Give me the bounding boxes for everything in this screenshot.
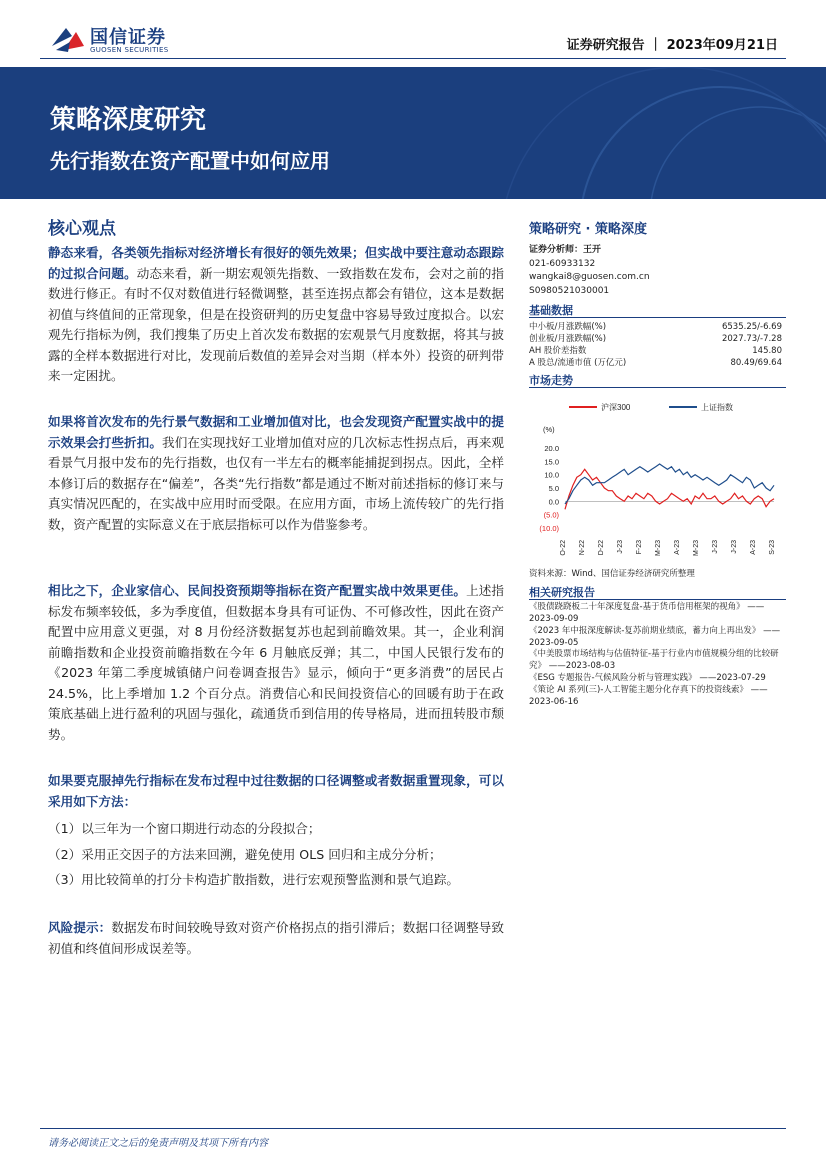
paragraph-body: 动态来看，新一期宏观领先指数、一致指数在发布，会对之前的指数进行修正。有时不仅对数值进行轻微调整，甚至连拐点都会有错位，这本是数据初值与终值间的正常现象，但是在投资研判的历史复盘中容易导致过度拟合。以宏观先行指标为例，我们搜集了历史上首次发布数据的宏观景气月度数据，将其与披露的全样本数据进行对比，发现前后数值的差异会对当期（样本外）投资的研判带来一定困扰。 <box>48 265 505 383</box>
analyst-email[interactable]: wangkai8@guosen.com.cn <box>529 272 650 282</box>
market-trend-heading: 市场走势 <box>529 372 786 388</box>
related-report-item[interactable]: 《2023 年中报深度解读-复苏前期业绩底，蓄力向上再出发》 ——2023-09-05 <box>529 626 781 648</box>
brand-logo <box>50 22 210 56</box>
brand-name-cn: 国信证券 <box>90 27 166 48</box>
related-report-item[interactable]: 《股债跷跷板二十年深度复盘-基于货币信用框架的视角》 ——2023-09-09 <box>529 602 765 624</box>
analyst-license: S0980521030001 <box>529 285 610 296</box>
logo-mark-icon <box>50 24 86 54</box>
section-title: 核心观点 <box>48 219 116 239</box>
stat-value: 6535.25/-6.69 <box>721 322 782 332</box>
analyst-info <box>529 244 786 298</box>
stat-label: AH 股价差指数 <box>529 346 587 356</box>
y-tick-label: (10.0) <box>539 524 559 533</box>
report-meta: 证券研究报告 ｜ 2023年09月21日 <box>566 38 778 53</box>
y-tick-label: 5.0 <box>548 484 559 493</box>
title-banner <box>0 67 826 199</box>
paragraph-body: 上述指标发布频率较低，多为季度值，但数据本身具有可证伪、不可修改性，因此在资产配置中应用意义更强，对 8 月份经济数据复苏也起到前瞻效果。其一，企业利润前瞻指数和企业投资前瞻指数在今年 6 月触底反弹；其二，中国人民银行发布的《2023 年第二季度城镇储户问卷调查报告》显示，倾向于“更多消费”的居民占 24.5%，比上季增加 1.2 个百分点。消费信心和民间投资信心的回暖有助于在政策底基础上进行盈利的巩固与强化，疏通货币到信用的传导格局，进而扭转股市颓势。 <box>48 583 505 742</box>
x-tick-label: J-23 <box>712 540 719 554</box>
legend-label: 上证指数 <box>701 403 733 412</box>
page-subtitle: 先行指数在资产配置中如何应用 <box>50 149 330 173</box>
stat-value: 80.49/69.64 <box>730 358 782 368</box>
x-tick-label: N-22 <box>579 540 586 556</box>
basic-data-heading: 基础数据 <box>529 302 786 318</box>
paragraph-1 <box>48 243 504 387</box>
related-report-item[interactable]: 《中美股票市场结构与估值特征-基于行业内市值规模分组的比较研究》 ——2023-08-03 <box>529 649 779 671</box>
risk-body: 数据发布时间较晚导致对资产价格拐点的指引滞后；数据口径调整导致初值和终值间形成误差等。 <box>48 920 504 956</box>
method-item: （1）以三年为一个窗口期进行动态的分段拟合； <box>48 821 321 836</box>
paragraph-body: 我们在实现找好工业增加值对应的几次标志性拐点后，再来观看景气月报中发布的先行指数，也仅有一半左右的概率能捕捉到拐点。因此，全样本修订后的数据存在“偏差”，各类“先行指数”都是通过不断对前述指标的修订来与真实情况匹配的，在实战中应用时而受限。在应用方面，市场上流传较广的先行指数，资产配置的实际意义在于底层指标可以作为借鉴参考。 <box>48 434 505 532</box>
y-tick-label: (5.0) <box>543 510 559 520</box>
chart-source: 资料来源：Wind、国信证券经济研究所整理 <box>529 569 695 579</box>
related-reports-heading: 相关研究报告 <box>529 584 786 600</box>
risk-lead: 风险提示： <box>48 920 112 935</box>
x-tick-label: A-23 <box>674 540 681 555</box>
y-tick-label: 10.0 <box>544 470 559 480</box>
x-tick-label: O-22 <box>560 540 567 556</box>
page-title: 策略深度研究 <box>50 105 207 135</box>
method-item: （2）采用正交因子的方法来回溯，避免使用 OLS 回归和主成分分析； <box>48 847 442 862</box>
y-tick-label: 15.0 <box>544 457 559 467</box>
analyst-phone: 021-60933132 <box>529 258 596 269</box>
footer-divider <box>40 1128 786 1129</box>
paragraph-lead: 静态来看，各类领先指标对经济增长有很好的领先效果；但实战中要注意动态跟踪的过拟合问题。 <box>48 245 504 281</box>
x-tick-label: A-23 <box>750 540 757 555</box>
stat-row <box>529 357 786 369</box>
stat-value: 2027.73/-7.28 <box>721 334 782 344</box>
header-divider <box>40 58 786 59</box>
stat-row <box>529 345 786 357</box>
x-tick-label: M-23 <box>693 540 700 556</box>
legend-label: 沪深300 <box>601 403 631 412</box>
x-tick-label: M-23 <box>655 540 662 556</box>
analyst-name: 证券分析师：王开 <box>529 245 602 255</box>
y-axis-unit: (%) <box>543 425 555 434</box>
y-tick-label: 0.0 <box>548 497 559 507</box>
footer-disclaimer: 请务必阅读正文之后的免责声明及其项下所有内容 <box>48 1138 268 1149</box>
risk-warning <box>48 918 504 959</box>
stat-row <box>529 333 786 345</box>
paragraph-2 <box>48 412 504 535</box>
stat-value: 145.80 <box>752 346 782 356</box>
paragraph-3 <box>48 581 504 745</box>
brand-name-en: GUOSEN SECURITIES <box>90 46 169 54</box>
related-report-item[interactable]: 《ESG 专题报告-气候风险分析与管理实践》 ——2023-07-29 <box>529 673 766 683</box>
x-tick-label: J-23 <box>617 540 624 554</box>
stat-label: A 股总/流通市值 (万亿元) <box>529 358 627 368</box>
stat-label: 中小板/月涨跌幅(%) <box>529 322 607 332</box>
x-tick-label: D-22 <box>598 540 605 556</box>
series-line <box>565 469 774 509</box>
x-tick-label: F-23 <box>636 540 643 555</box>
stat-row <box>529 321 786 333</box>
x-tick-label: J-23 <box>731 540 738 554</box>
paragraph-lead: 如果将首次发布的先行景气数据和工业增加值对比，也会发现资产配置实战中的提示效果会打些折扣。 <box>48 414 504 450</box>
related-report-item[interactable]: 《策论 AI 系列(三)-人工智能主题分化存真下的投资线索》 ——2023-06-16 <box>529 685 768 707</box>
y-tick-label: 20.0 <box>544 444 559 453</box>
report-category: 策略研究 · 策略深度 <box>529 222 647 237</box>
x-tick-label: S-23 <box>769 540 776 555</box>
trend-chart-svg <box>529 393 786 561</box>
paragraph-lead: 相比之下，企业家信心、民间投资预期等指标在资产配置实战中效果更佳。 <box>48 583 467 598</box>
market-trend-chart <box>529 393 786 561</box>
series-line <box>565 464 774 504</box>
stat-label: 创业板/月涨跌幅(%) <box>529 334 607 344</box>
paragraph-lead: 如果要克服掉先行指标在发布过程中过往数据的口径调整或者数据重置现象，可以采用如下方法： <box>48 773 504 809</box>
method-item: （3）用比较简单的打分卡构造扩散指数，进行宏观预警监测和景气追踪。 <box>48 872 460 887</box>
paragraph-4 <box>48 771 504 812</box>
basic-data-table <box>529 321 786 369</box>
